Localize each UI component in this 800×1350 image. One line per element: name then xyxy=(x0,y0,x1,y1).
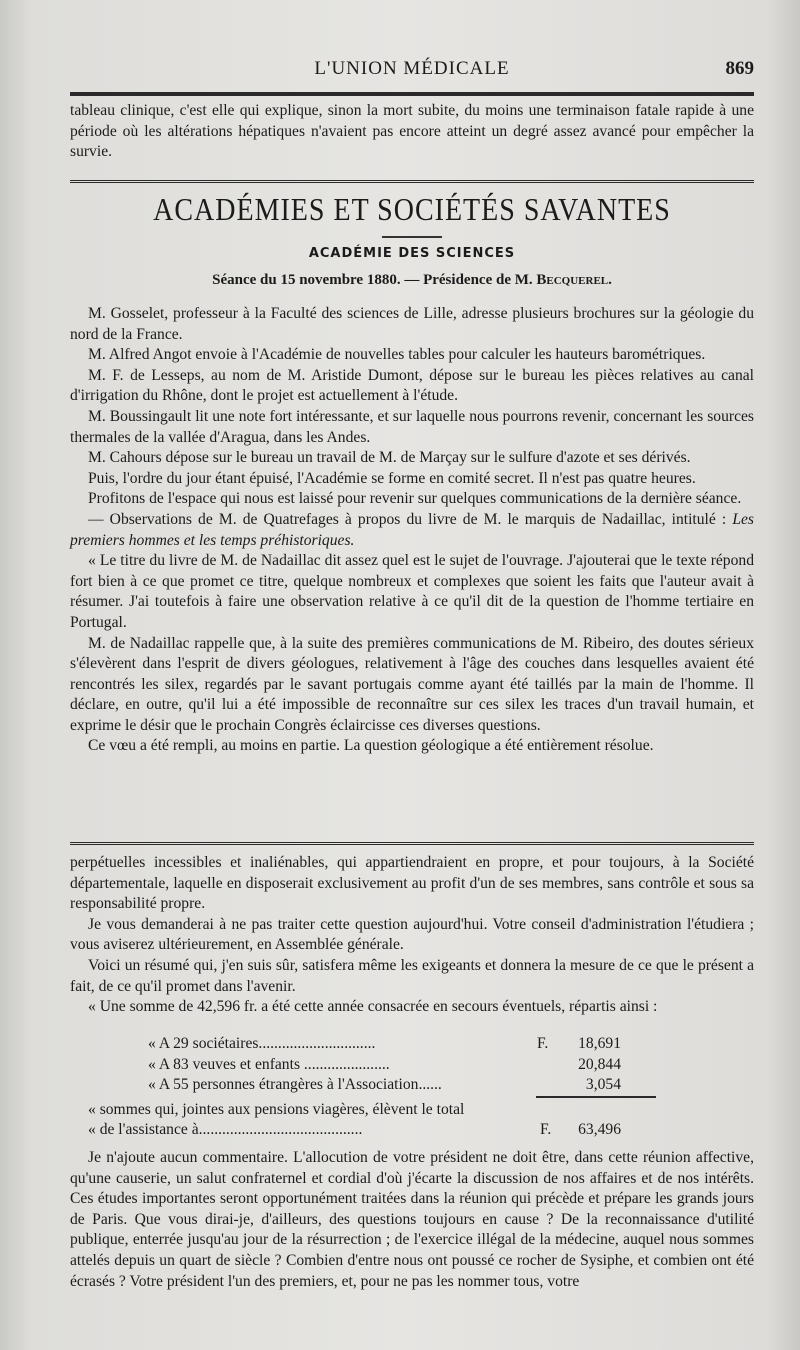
section-title: ACADÉMIES ET SOCIÉTÉS SAVANTES xyxy=(153,192,671,229)
quatrefages-intro-text: — Observations de M. de Quatrefages à propos du livre de M. le marquis de Nadaillac, intitulé : xyxy=(88,510,733,528)
ledger-total-currency: F. xyxy=(540,1121,552,1138)
ledger-row xyxy=(70,1034,754,1055)
ledger-total-row xyxy=(70,1120,754,1141)
session-president: Becquerel xyxy=(536,272,609,288)
academy-subtitle: ACADÉMIE DES SCIENCES xyxy=(308,246,516,261)
header-rule xyxy=(70,92,754,96)
ledger-total-label: « de l'assistance à.......................................... xyxy=(88,1121,363,1138)
page-number: 869 xyxy=(725,58,754,79)
ledger-total-block xyxy=(70,1100,754,1121)
paragraph-perpetuelles: perpétuelles incessibles et inaliénables, qui appartiendraient en propre, et pour toujours, à la Société départementale, laquelle en disposerait exclusivement au profit d'un de ses membres, sans contrôle et sous sa responsabilité propre. xyxy=(70,854,754,913)
paragraph-quote: « Le titre du livre de M. de Nadaillac dit assez quel est le sujet de l'ouvrage. J'ajouterai que le texte répond fort bien à ce que promet ce titre, quelque nombreux et complexes que soient les faits que l'auteur avait à résumer. J'ai toutefois à faire une observation relative à ce qu'il dit de la question de l'homme tertiaire en Portugal. xyxy=(70,552,754,631)
ledger-total-amount: 63,496 xyxy=(578,1121,621,1138)
closing-block xyxy=(70,1148,754,1292)
paragraph-profitons: Profitons de l'espace qui nous est laissé pour revenir sur quelques communications de la dernière séance. xyxy=(88,490,742,508)
ledger-label: « A 29 sociétaires.............................. xyxy=(148,1035,376,1052)
ledger-total-line: « sommes qui, jointes aux pensions viagères, élèvent le total xyxy=(88,1101,465,1118)
paragraph-cahours: M. Cahours dépose sur le bureau un travail de M. de Marçay sur le sulfure d'azote et ses dérivés. xyxy=(88,449,691,467)
running-title: L'UNION MÉDICALE xyxy=(314,58,510,79)
title-underline xyxy=(382,236,442,238)
paragraph-demanderai: Je vous demanderai à ne pas traiter cette question aujourd'hui. Votre conseil d'administration l'étudiera ; vous aviserez ultérieurement, en Assemblée générale. xyxy=(70,915,754,954)
ledger-row xyxy=(70,1055,754,1076)
ledger-label: « A 83 veuves et enfants ...................... xyxy=(148,1055,390,1073)
ledger-amount: 3,054 xyxy=(585,1076,621,1094)
ledger-row xyxy=(70,1075,754,1096)
paragraph-lesseps: M. F. de Lesseps, au nom de M. Aristide Dumont, dépose sur le bureau les pièces relatives au canal d'irrigation du Rhône, dont le projet est actuellement à l'étude. xyxy=(70,366,754,405)
paragraph-comite-secret: Puis, l'ordre du jour étant épuisé, l'Académie se forme en comité secret. Il n'est pas quatre heures. xyxy=(88,469,696,487)
paragraph-boussingault: M. Boussingault lit une note fort intéressante, et sur laquelle nous pourrons revenir, concernant les sources thermales de la vallée d'Aragua, dans les Andes. xyxy=(70,407,754,446)
academy-report xyxy=(70,304,754,757)
ledger-total xyxy=(70,1120,754,1141)
page-header xyxy=(70,58,754,84)
lower-section xyxy=(70,853,754,1018)
paragraph-somme: « Une somme de 42,596 fr. a été cette année consacrée en secours éventuels, répartis ainsi : xyxy=(88,998,658,1016)
relief-ledger xyxy=(70,1034,754,1096)
column-break-rule xyxy=(70,842,754,845)
paragraph-angot: M. Alfred Angot envoie à l'Académie de nouvelles tables pour calculer les hauteurs barométriques. xyxy=(88,346,706,364)
top-paragraph-block xyxy=(70,101,754,163)
paragraph-conclusion: Ce vœu a été rempli, au moins en partie. La question géologique a été entièrement résolue. xyxy=(88,737,654,755)
ledger-currency: F. xyxy=(537,1035,549,1052)
section-divider xyxy=(70,180,754,183)
ledger-amount: 18,691 xyxy=(578,1035,621,1052)
session-suffix: . xyxy=(608,272,612,288)
ledger-sum-rule xyxy=(536,1096,656,1098)
top-paragraph: tableau clinique, c'est elle qui explique, sinon la mort subite, du moins une terminaison fatale rapide à une période où les altérations hépatiques n'avaient pas encore atteint un degré assez avancé pour empêcher la survie. xyxy=(70,102,754,161)
session-prefix: Séance du 15 novembre 1880. — Présidence de M. xyxy=(212,272,537,288)
paragraph-quatrefages-intro xyxy=(70,510,754,551)
book-title: Les premiers hommes et les temps préhistoriques. xyxy=(70,510,754,549)
paragraph-closing: Je n'ajoute aucun commentaire. L'allocution de votre président ne doit être, dans cette réunion affective, qu'une causerie, un salut confraternel et cordial d'où j'écarte la discussion de nos affaires et de nos intérêts. Ces études importantes seront opportunément traitées dans la réunion qui précède et prépare les grands jours de Paris. Que vous dirai-je, d'ailleurs, des questions toujours en cause ? De la reconnaissance d'utilité publique, enterrée jusqu'au jour de la résurrection ; de l'exercice illégal de la médecine, auquel nous sommes attelés depuis un quart de siècle ? Combien d'entre nous ont poussé ce rocher de Sysiphe, et combien ont été écrasés ? Votre président l'un des premiers, et, pour ne pas les nommer tous, votre xyxy=(70,1149,754,1290)
paragraph-gosselet: M. Gosselet, professeur à la Faculté des sciences de Lille, adresse plusieurs brochures sur la géologie du nord de la France. xyxy=(70,305,754,343)
paragraph-ribeiro: M. de Nadaillac rappelle que, à la suite des premières communications de M. Ribeiro, des doutes sérieux s'élevèrent dans l'esprit de divers géologues, relativement à l'âge des couches dans lesquelles avaient été rencontrés les silex, regardés par le savant portugais comme ayant été taillés par la main de l'homme. Il déclare, en outre, qu'il lui a été impossible de reconnaître sur ces silex les traces d'un travail humain, et exprime le désir que le prochain Congrès éclaircisse ces diverses questions. xyxy=(70,634,754,734)
ledger-amount: 20,844 xyxy=(578,1055,621,1073)
ledger-label: « A 55 personnes étrangères à l'Association...... xyxy=(148,1076,442,1094)
paragraph-resume: Voici un résumé qui, j'en suis sûr, satisfera même les exigeants et donnera la mesure de ce que le présent a fait, de ce qu'il promet dans l'avenir. xyxy=(70,956,754,995)
session-line xyxy=(70,272,754,289)
